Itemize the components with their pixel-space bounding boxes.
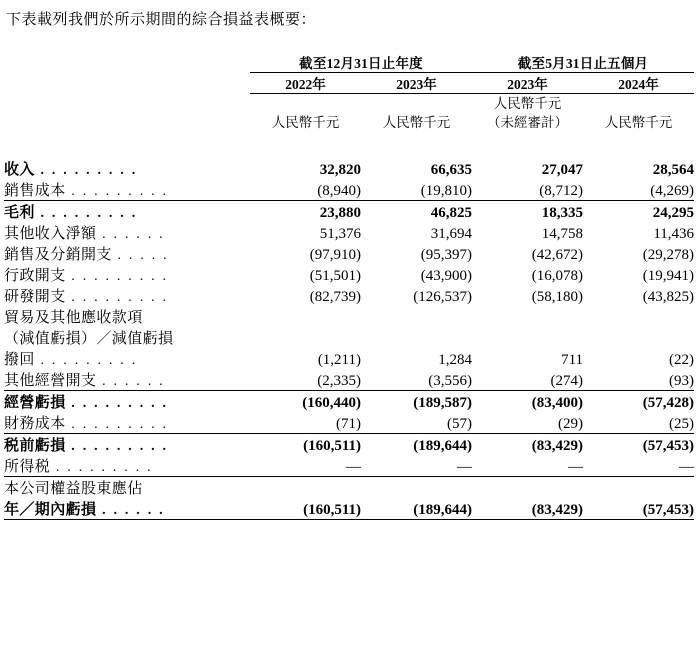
row-label-text: 貿易及其他應收款項 [4,310,143,326]
header-unit-2-main: 人民幣千元 [382,115,451,130]
row-label-text: 税前虧損 [4,438,66,454]
row-value [250,306,361,327]
table-row [4,391,694,413]
row-label [4,201,250,223]
row-value: (19,941) [642,268,695,284]
row-value: (160,440) [250,391,361,413]
row-value: (160,511) [250,434,361,456]
row-value: (95,397) [420,247,473,263]
header-year-2023-annual: 2023年 [361,73,472,94]
row-label [4,498,250,520]
table-row [4,412,694,434]
header-year-2023-interim: 2023年 [472,73,583,94]
row-value [583,327,694,348]
table-row [4,477,694,499]
row-value: 31,694 [430,226,473,242]
row-value: 23,880 [250,201,361,223]
row-value: (51,501) [309,268,361,284]
leader-dots: . . . . . . . . . [65,290,169,305]
leader-dots: . . . . . . . . . [65,417,169,432]
row-value: (97,910) [309,247,361,263]
row-value [472,327,583,348]
header-unit-1-main: 人民幣千元 [271,115,340,130]
header-year-2024-interim: 2024年 [583,73,694,94]
table-row [4,222,694,243]
table-row [4,434,694,456]
header-unit-4 [583,94,694,133]
row-value: (126,537) [413,289,473,305]
table-row [4,201,694,223]
row-label-text: 研發開支 [4,289,66,305]
leader-dots: . . . . . . . . . [65,269,169,284]
row-label [4,285,250,306]
header-unit-3-main: 人民幣千元 [493,96,562,111]
row-label-text: 其他經營開支 [4,373,97,389]
header-unit-2 [361,94,472,133]
table-header [4,52,694,158]
table-row [4,369,694,391]
row-value: 711 [561,352,584,368]
table-row [4,498,694,520]
row-value: (71) [336,416,361,432]
row-label-text: 行政開支 [4,268,66,284]
row-value: (189,644) [361,498,472,520]
table-row [4,158,694,179]
row-value: (57,453) [583,434,694,456]
table-row [4,348,694,369]
row-value: (189,587) [361,391,472,413]
row-label-text: 本公司權益股東應佔 [4,481,143,497]
row-value: (189,644) [361,434,472,456]
header-group-interim: 截至5月31日止五個月 [472,52,694,73]
row-value [361,477,472,499]
row-value: 32,820 [319,162,361,178]
row-label-text: 毛利 [4,205,35,221]
row-label-text: 經營虧損 [4,395,66,411]
row-value: (22) [669,352,695,368]
table-row [4,243,694,264]
table-row [4,179,694,201]
header-unit-1 [250,94,361,133]
row-label-text: 年／期內虧損 [4,502,97,518]
row-value [250,327,361,348]
row-value [472,306,583,327]
row-label [4,348,250,369]
header-blank-cell-3 [4,94,250,133]
row-value: (16,078) [531,268,584,284]
row-label-text: 收入 [4,162,35,178]
row-label [4,327,250,348]
leader-dots: . . . . . . . . . [34,206,138,221]
leader-dots: . . . . . . [96,503,165,518]
row-value: (4,269) [650,183,695,199]
row-label-text: 財務成本 [4,416,66,432]
header-unit-3 [472,94,583,133]
header-group-annual: 截至12月31日止年度 [250,52,472,73]
row-value: 66,635 [430,162,473,178]
row-value: (160,511) [250,498,361,520]
row-label-text: 撥回 [4,352,35,368]
row-value: (25) [669,416,695,432]
leader-dots: . . . . . . . . . [65,396,169,411]
header-spacer-row [4,132,694,158]
table-row [4,455,694,477]
row-label-text: 其他收入淨額 [4,226,97,242]
table-row [4,264,694,285]
leader-dots: . . . . . . . . . [34,353,138,368]
row-value: 14,758 [541,226,584,242]
row-value: (2,335) [317,373,361,389]
row-label [4,455,250,477]
leader-dots: . . . . . . . . . [65,439,169,454]
row-label [4,243,250,264]
intro-paragraph: 下表載列我們於所示期間的綜合損益表概要： [6,12,317,28]
row-value: (3,556) [428,373,473,389]
leader-dots: . . . . . . . . . [34,163,138,178]
row-value: (1,211) [317,352,361,368]
row-value: (57,428) [583,391,694,413]
row-label [4,369,250,391]
header-year-2022: 2022年 [250,73,361,94]
row-value: (29,278) [642,247,695,263]
row-value: (19,810) [420,183,473,199]
row-label-text: 銷售成本 [4,183,66,199]
row-label [4,391,250,413]
row-value: (58,180) [531,289,584,305]
leader-dots: . . . . . . [96,374,165,389]
row-label-text: 銷售及分銷開支 [4,247,112,263]
row-value: — [346,459,361,475]
row-value [361,327,472,348]
row-value [361,306,472,327]
row-label-text: （減值虧損）／減值虧損 [4,331,174,347]
row-value: — [679,459,695,475]
table-body [4,158,694,520]
header-unit-3-sub: （未經審計） [487,115,569,130]
row-value: 27,047 [541,162,584,178]
row-value [250,477,361,499]
header-blank-cell-2 [4,73,250,94]
row-value: (57,453) [583,498,694,520]
table-row [4,306,694,327]
row-label [4,412,250,434]
row-value [583,477,694,499]
row-value: 24,295 [583,201,694,223]
table-row [4,327,694,348]
row-value: 46,825 [361,201,472,223]
row-value: (29) [558,416,584,432]
row-value: 18,335 [472,201,583,223]
row-value: (8,940) [317,183,361,199]
row-label [4,264,250,285]
row-value: (43,900) [420,268,473,284]
leader-dots: . . . . . . [96,227,165,242]
row-value: (93) [669,373,695,389]
row-label-text: 所得税 [4,459,51,475]
row-label [4,434,250,456]
row-value: (274) [550,373,584,389]
row-value: 51,376 [319,226,361,242]
row-label [4,222,250,243]
row-label [4,179,250,201]
row-label [4,158,250,179]
header-blank-cell [4,52,250,73]
row-value: — [457,459,473,475]
row-label [4,477,250,499]
row-value: 28,564 [652,162,695,178]
financial-summary-table [4,52,694,520]
row-value: — [568,459,584,475]
header-unit-4-main: 人民幣千元 [604,115,673,130]
row-value: (82,739) [309,289,361,305]
row-value [583,306,694,327]
row-value: (57) [447,416,473,432]
row-value: (42,672) [531,247,584,263]
header-year-row [4,73,694,94]
row-value: (8,712) [539,183,584,199]
leader-dots: . . . . . . . . . [50,460,153,475]
row-value: (83,429) [472,434,583,456]
header-unit-row [4,94,694,133]
row-value: 1,284 [438,352,473,368]
row-value: (83,429) [472,498,583,520]
row-label [4,306,250,327]
leader-dots: . . . . . [111,248,169,263]
row-value: (43,825) [642,289,695,305]
row-value: (83,400) [472,391,583,413]
header-group-row [4,52,694,73]
row-value [472,477,583,499]
row-value: 11,436 [653,226,695,242]
leader-dots: . . . . . . . . . [65,184,169,199]
table-row [4,285,694,306]
